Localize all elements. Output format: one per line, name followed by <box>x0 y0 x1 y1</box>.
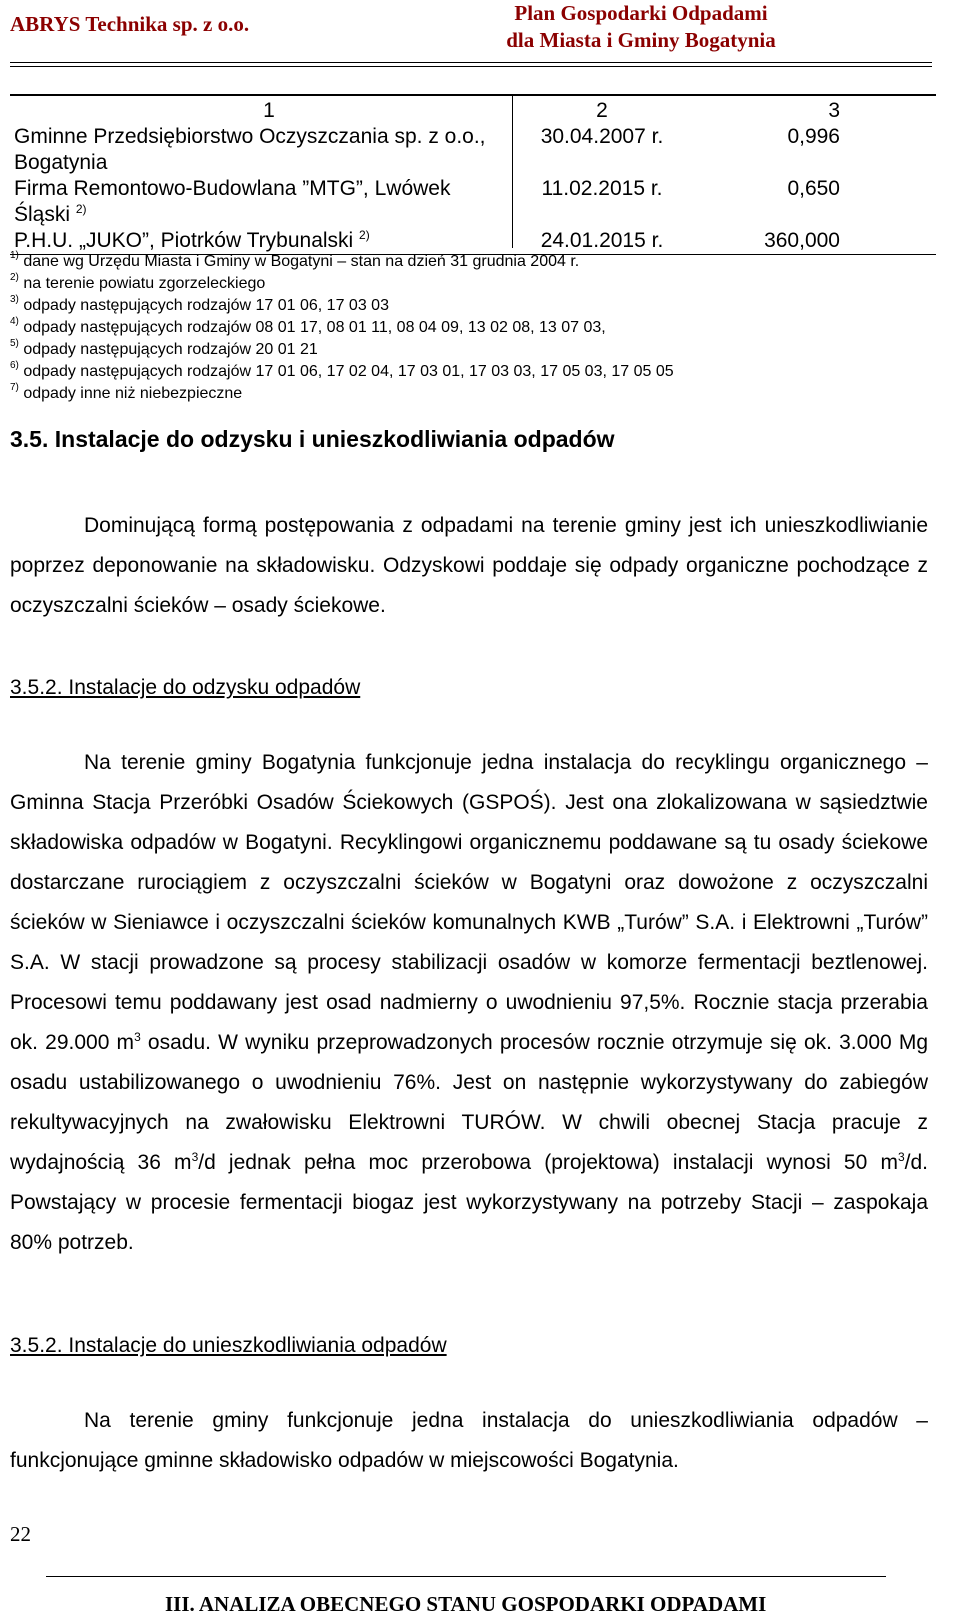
footnote-text: na terenie powiatu zgorzeleckiego <box>23 275 266 292</box>
row-name <box>10 228 528 255</box>
recovery-text-part: /d. Powstający w procesie fermentacji biogaz jest wykorzystywany na potrzeby Stacji – zaspokaja 80% potrzeb. <box>10 1151 928 1254</box>
subsection-disposal-paragraph-block <box>10 1401 928 1481</box>
table-col-divider <box>512 96 513 248</box>
recovery-paragraph-text <box>10 743 928 1263</box>
footnote-mark: 3) <box>10 294 19 305</box>
section-paragraph: Dominującą formą postępowania z odpadami na terenie gminy jest ich unieszkodliwianie poprzez deponowanie na składowisku. Odzyskowi poddaje się odpady organiczne pochodzące z oczyszczalni ścieków – osady ściekowe. <box>10 514 928 617</box>
superscript: 3 <box>134 1030 141 1044</box>
recovery-text-part: Na terenie gminy Bogatynia funkcjonuje jedna instalacja do recyklingu organicznego – Gminna Stacja Przeróbki Osadów Ściekowych (GSPOŚ). Jest ona zlokalizowana w sąsiedztwie składowiska odpadów w Bogatyni. Recyklingowi organicznemu poddawane są tu osady ściekowe dostarczane rurociągiem z oczyszczalni ścieków w Bogatyni oraz dowożone z oczyszczalni ścieków w Sieniawce i oczyszczalni ścieków komunalnych KWB „Turów” S.A. i Elektrowni „Turów” S.A. W stacji prowadzone są procesy stabilizacji osadów w komorze fermentacji beztlenowej. Procesowi temu poddawany jest osad nadmierny o uwodnieniu 97,5%. Rocznie stacja przerabia ok. 29.000 m <box>10 751 928 1054</box>
disposal-paragraph: Na terenie gminy funkcjonuje jedna instalacja do unieszkodliwiania odpadów – funkcjonujące gminne składowisko odpadów w miejscowości Bogatynia. <box>10 1409 928 1472</box>
footnote <box>10 252 674 272</box>
row-value: 0,650 <box>787 177 840 200</box>
row-name-footnote: 2) <box>75 202 87 216</box>
row-date: 30.04.2007 r. <box>540 125 664 148</box>
footnote <box>10 296 674 316</box>
table-top-rule <box>10 94 936 96</box>
footnote-text: odpady następujących rodzajów 20 01 21 <box>23 341 318 358</box>
subsection-heading-recovery: 3.5.2. Instalacje do odzysku odpadów <box>10 676 361 699</box>
row-name-line1: Firma Remontowo-Budowlana ”MTG”, Lwówek <box>14 177 451 200</box>
footnote-mark: 1) <box>10 250 19 261</box>
col-number-2: 2 <box>596 99 608 122</box>
page-number: 22 <box>10 1522 31 1546</box>
row-name-line1: Gminne Przedsiębiorstwo Oczyszczania sp. z o.o., <box>14 125 486 148</box>
recovery-text-part: /d jednak pełna moc przerobowa (projektowa) instalacji wynosi 50 m <box>198 1151 898 1174</box>
col-number-3: 3 <box>828 99 840 122</box>
header-plan-line2: dla Miasta i Gminy Bogatynia <box>506 28 776 52</box>
footnote-mark: 4) <box>10 316 19 327</box>
row-name-footnote: 2) <box>359 228 370 242</box>
footnote-mark: 6) <box>10 360 19 371</box>
row-value: 0,996 <box>787 125 840 148</box>
footnote-mark: 5) <box>10 338 19 349</box>
footnote-mark: 7) <box>10 382 19 393</box>
superscript: 3 <box>897 1150 905 1164</box>
table-row <box>10 228 936 255</box>
row-date: 24.01.2015 r. <box>540 229 664 252</box>
footnote <box>10 340 674 360</box>
row-name <box>10 124 528 176</box>
footnote <box>10 318 674 338</box>
table-col-numbers <box>10 98 936 124</box>
footer-rule <box>46 1576 886 1577</box>
footnotes <box>10 252 674 404</box>
footnote-mark: 2) <box>10 272 19 283</box>
header-rule-2 <box>10 66 932 67</box>
row-name-line1: P.H.U. „JUKO”, Piotrków Trybunalski <box>14 229 354 252</box>
row-name-line2: Bogatynia <box>14 151 108 174</box>
subsection-recovery-paragraph <box>10 743 928 1263</box>
header-plan-title <box>476 0 806 54</box>
header-company: ABRYS Technika sp. z o.o. <box>10 12 250 36</box>
col-number-1: 1 <box>263 99 275 122</box>
installations-table <box>10 98 936 255</box>
table-row <box>10 124 936 176</box>
row-name <box>10 176 528 228</box>
footnote-text: odpady następujących rodzajów 17 01 06, 17 03 03 <box>23 297 389 314</box>
footnote-text: odpady następujących rodzajów 08 01 17, 08 01 11, 08 04 09, 13 02 08, 13 07 03, <box>23 319 606 336</box>
footnote-text: odpady następujących rodzajów 17 01 06, 17 02 04, 17 03 01, 17 03 03, 17 05 03, 17 05 05 <box>23 363 674 380</box>
footnote <box>10 362 674 382</box>
section-paragraph-block <box>10 506 928 626</box>
footnote <box>10 274 674 294</box>
footnote <box>10 384 674 404</box>
header-plan-line1: Plan Gospodarki Odpadami <box>514 1 768 25</box>
superscript: 3 <box>191 1150 199 1164</box>
row-value: 360,000 <box>764 229 840 252</box>
row-date: 11.02.2015 r. <box>541 177 663 200</box>
header-rule <box>10 62 932 63</box>
table-row <box>10 176 936 228</box>
footer-title: III. ANALIZA OBECNEGO STANU GOSPODARKI ODPADAMI <box>165 1592 767 1616</box>
footnote-text: odpady inne niż niebezpieczne <box>23 385 243 402</box>
row-name-line2: Śląski <box>14 203 71 226</box>
recovery-text-part: osadu. W wyniku przeprowadzonych procesów rocznie otrzymuje się ok. 3.000 Mg osadu ustabilizowanego o uwodnieniu 76%. Jest on następnie wykorzystywany do zabiegów rekultywacyjnych na zwałowisku Elektrowni TURÓW. W chwili obecnej Stacja pracuje z wydajnością 36 m <box>10 1031 929 1174</box>
footnote-text: dane wg Urzędu Miasta i Gminy w Bogatyni – stan na dzień 31 grudnia 2004 r. <box>23 253 580 270</box>
subsection-heading-disposal: 3.5.2. Instalacje do unieszkodliwiania odpadów <box>10 1334 447 1357</box>
section-heading: 3.5. Instalacje do odzysku i unieszkodliwiania odpadów <box>10 426 615 452</box>
